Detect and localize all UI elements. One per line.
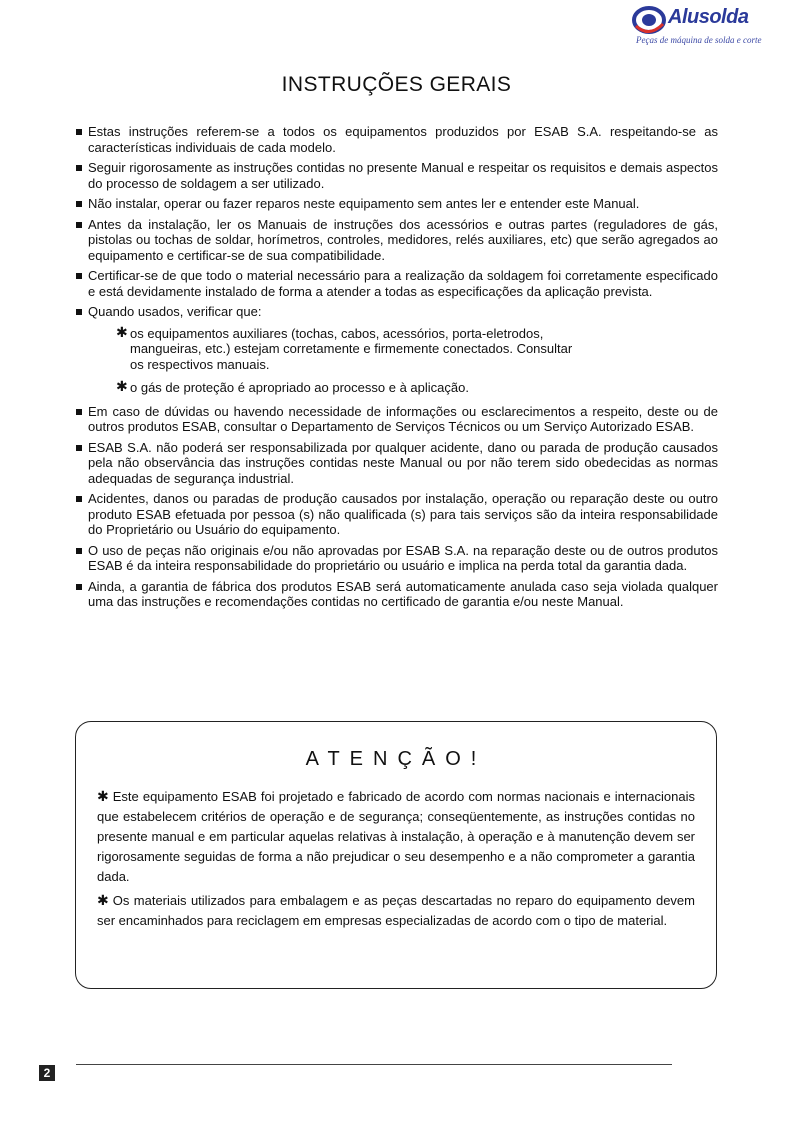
list-item-text: Quando usados, verificar que: [88, 304, 262, 319]
asterisk-icon: ✱ [116, 323, 128, 340]
attention-paragraph [97, 786, 695, 887]
attention-paragraph [97, 890, 695, 931]
list-item-with-checklist [76, 304, 718, 396]
attention-text: Os materiais utilizados para embalagem e as peças descartadas no reparo do equipamento devem ser encaminhados para reciclagem em empresas especializadas de acordo com o tipo de material. [97, 893, 695, 928]
list-item: O uso de peças não originais e/ou não aprovadas por ESAB S.A. na reparação deste ou de outros produtos ESAB é da inteira responsabilidade do proprietário ou usuário e implica na perda total da garantia dada. [76, 543, 718, 574]
list-item: Antes da instalação, ler os Manuais de instruções dos acessórios e outras partes (reguladores de gás, pistolas ou tochas de soldar, horímetros, controles, medidores, relés auxiliares, etc) que serão agregados ao equipamento e certificar-se de sua compatibilidade. [76, 217, 718, 264]
list-item: Estas instruções referem-se a todos os equipamentos produzidos por ESAB S.A. respeitando-se as características individuais de cada modelo. [76, 124, 718, 155]
attention-text: Este equipamento ESAB foi projetado e fabricado de acordo com normas nacionais e internacionais que estabelecem critérios de operação e de segurança; conseqüentemente, as instruções contidas no presente manual e em particular aquelas relativas à instalação, à operação e à manutenção devem ser rigorosamente seguidas de forma a não prejudicar o seu desempenho e a não comprometer a garantia dada. [97, 789, 695, 884]
attention-title: ATENÇÃO! [305, 748, 487, 770]
asterisk-icon: ✱ [97, 788, 109, 804]
checklist-text: o gás de proteção é apropriado ao processo e à aplicação. [130, 380, 469, 395]
asterisk-icon: ✱ [97, 892, 109, 908]
page-title: INSTRUÇÕES GERAIS [281, 73, 512, 96]
checklist-item [116, 323, 586, 373]
list-item: Ainda, a garantia de fábrica dos produtos ESAB será automaticamente anulada caso seja violada qualquer uma das instruções e recomendações contidas no certificado de garantia e/ou neste Manual. [76, 579, 718, 610]
logo-swirl-icon [632, 4, 666, 34]
list-item: Não instalar, operar ou fazer reparos neste equipamento sem antes ler e entender este Manual. [76, 196, 718, 212]
asterisk-icon: ✱ [116, 378, 128, 394]
footer-divider [76, 1064, 672, 1065]
list-item: ESAB S.A. não poderá ser responsabilizada por qualquer acidente, dano ou parada de produção causados pela não observância das instruções contidas neste Manual ou por não terem sido obedecidas as normas adequadas de segurança industrial. [76, 440, 718, 487]
page-number: 2 [39, 1065, 55, 1081]
list-item: Seguir rigorosamente as instruções contidas no presente Manual e respeitar os requisitos e demais aspectos do processo de soldagem a ser utilizado. [76, 160, 718, 191]
checklist-text: os equipamentos auxiliares (tochas, cabos, acessórios, porta-eletrodos, mangueiras, etc.) estejam corretamente e firmemente conectados. Consultar os respectivos manuais. [130, 325, 573, 372]
checklist [88, 323, 586, 396]
checklist-item [116, 380, 586, 396]
list-item: Acidentes, danos ou paradas de produção causados por instalação, operação ou reparação deste ou outro produto ESAB efetuada por pessoa (s) não qualificada (s) para tais serviços são da inteira responsabilidade do Proprietário ou Usuário do equipamento. [76, 491, 718, 538]
brand-tagline: Peças de máquina de solda e corte [636, 35, 762, 45]
brand-logo [632, 2, 762, 48]
list-item: Em caso de dúvidas ou havendo necessidade de informações ou esclarecimentos a respeito, deste ou de outros produtos ESAB, consultar o Departamento de Serviços Técnicos ou um Serviço Autorizado ESAB. [76, 404, 718, 435]
attention-box [75, 721, 717, 989]
instructions-list [76, 124, 718, 615]
brand-name: Alusolda [668, 6, 749, 28]
list-item: Certificar-se de que todo o material necessário para a realização da soldagem foi corretamente especificado e está devidamente instalado de forma a atender a todas as especificações da aplicação prevista. [76, 268, 718, 299]
